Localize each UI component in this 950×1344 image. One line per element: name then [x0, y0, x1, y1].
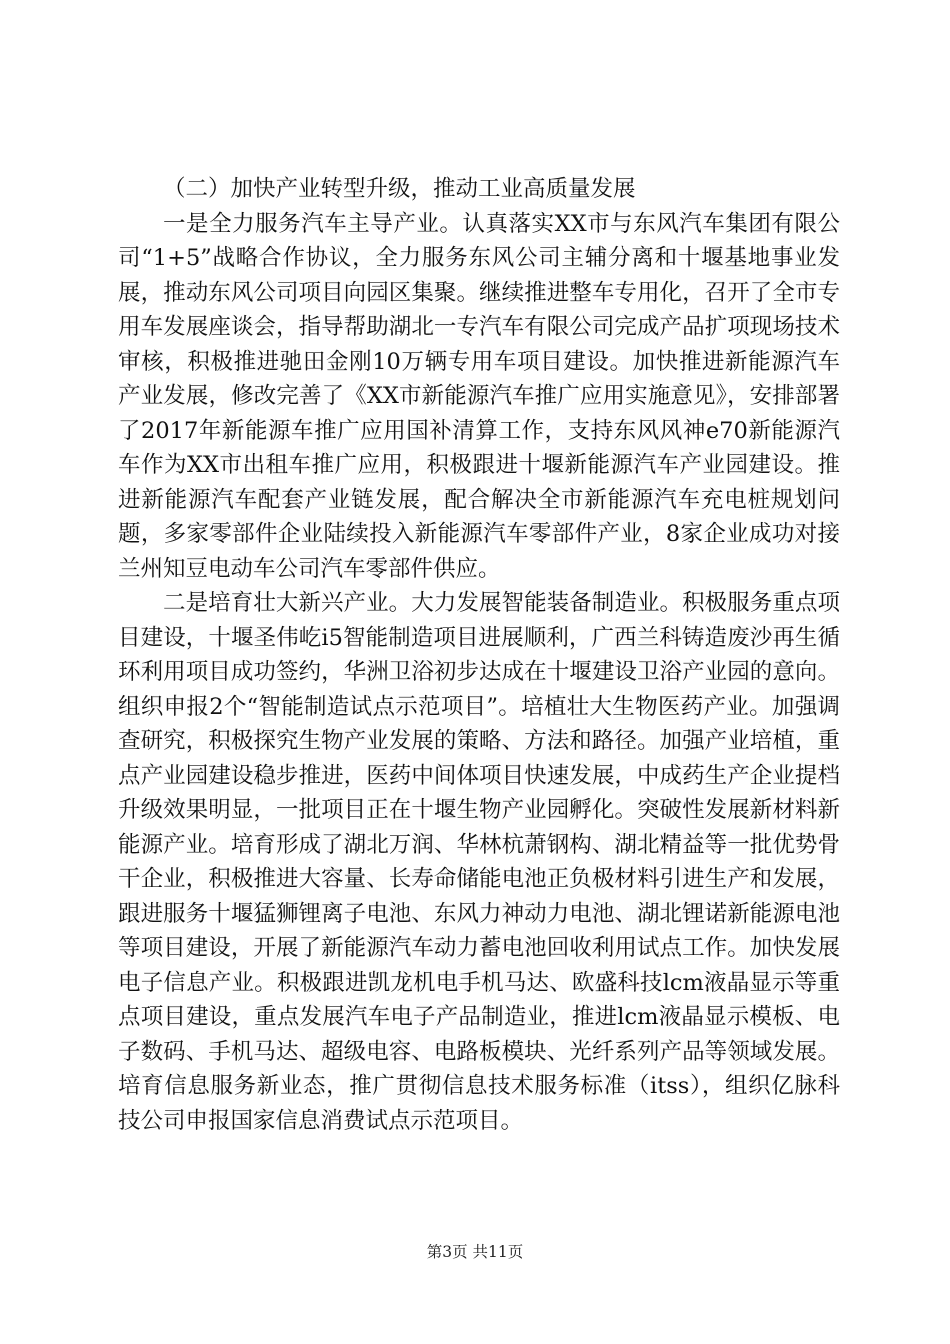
section-heading: （二）加快产业转型升级，推动工业高质量发展 — [163, 176, 636, 202]
document-body — [118, 172, 840, 1138]
paragraph-automotive: 一是全力服务汽车主导产业。认真落实XX市与东风汽车集团有限公司“1+5”战略合作协议，全力服务东风公司主辅分离和十堰基地事业发展，推动东风公司项目向园区集聚。继续推进整车专用化，召开了全市专用车发展座谈会，指导帮助湖北一专汽车有限公司完成产品扩项现场技术审核，积极推进驰田金刚10万辆专用车项目建设。加快推进新能源汽车产业发展，修改完善了《XX市新能源汽车推广应用实施意见》，安排部署了2017年新能源车推广应用国补清算工作，支持东风风神e70新能源汽车作为XX市出租车推广应用，积极跟进十堰新能源汽车产业园建设。推进新能源汽车配套产业链发展，配合解决全市新能源汽车充电桩规划问题，多家零部件企业陆续投入新能源汽车零部件产业，8家企业成功对接兰州知豆电动车公司汽车零部件供应。 — [118, 210, 840, 582]
page-footer: 第3页 共11页 — [426, 1243, 524, 1261]
paragraph-emerging-industries: 二是培育壮大新兴产业。大力发展智能装备制造业。积极服务重点项目建设，十堰圣伟屹i5智能制造项目进展顺利，广西兰科铸造废沙再生循环利用项目成功签约，华洲卫浴初步达成在十堰建设卫浴产业园的意向。组织申报2个“智能制造试点示范项目”。培植壮大生物医药产业。加强调查研究，积极探究生物产业发展的策略、方法和路径。加强产业培植，重点产业园建设稳步推进，医药中间体项目快速发展，中成药生产企业提档升级效果明显，一批项目正在十堰生物产业园孵化。突破性发展新材料新能源产业。培育形成了湖北万润、华林杭萧钢构、湖北精益等一批优势骨干企业，积极推进大容量、长寿命储能电池正负极材料引进生产和发展，跟进服务十堰猛狮锂离子电池、东风力神动力电池、湖北锂诺新能源电池等项目建设，开展了新能源汽车动力蓄电池回收利用试点工作。加快发展电子信息产业。积极跟进凯龙机电手机马达、欧盛科技lcm液晶显示等重点项目建设，重点发展汽车电子产品制造业，推进lcm液晶显示模板、电子数码、手机马达、超级电容、电路板模块、光纤系列产品等领域发展。培育信息服务新业态，推广贯彻信息技术服务标准（itss），组织亿脉科技公司申报国家信息消费试点示范项目。 — [118, 590, 840, 1134]
